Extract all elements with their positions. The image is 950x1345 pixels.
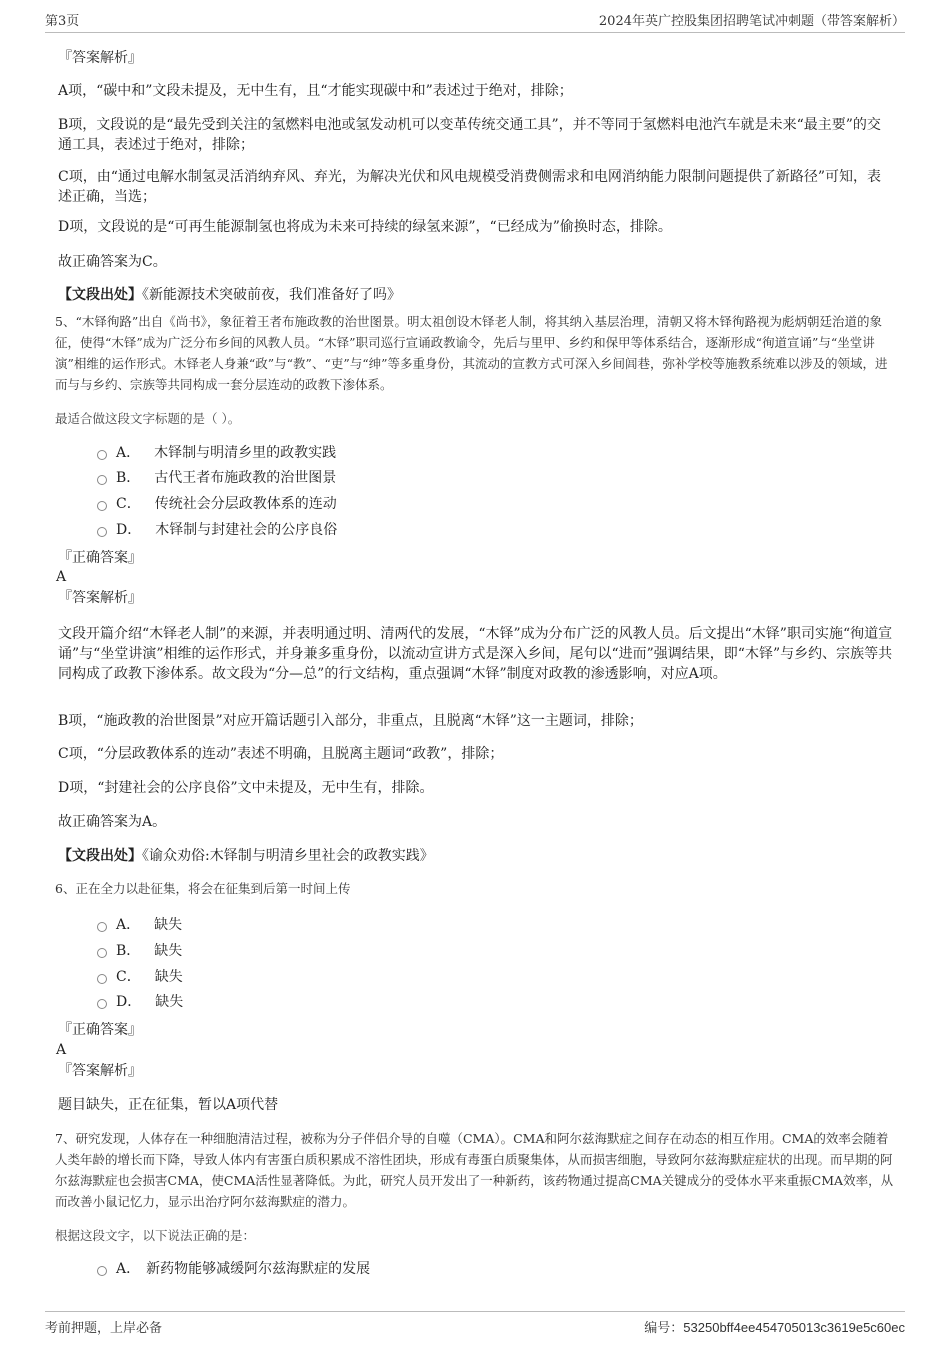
q5-option-d[interactable]: D． 木铎制与封建社会的公序良俗 — [97, 521, 337, 539]
page-header — [45, 10, 905, 33]
q5-analysis-main: 文段开篇介绍“木铎老人制”的来源，并表明通过明、清两代的发展，“木铎”成为分布广泛的风教人员。后文提出“木铎”职司实施“徇道宣诵”与“坐堂讲演”相维的运作形式，并身兼多重身份，以流动宣讲方式是深入乡间，尾句以“进而”强调结果，即“木铎”与乡约、宗族等共同构成了政教下渗体系。故文段为“分—总”的行文结构，重点强调“木铎”制度对政教的渗透影响，对应A项。 — [58, 626, 893, 682]
q5-correct-answer: A — [56, 569, 67, 585]
q6-correct-label: 『正确答案』 — [58, 1022, 142, 1038]
footer-slogan: 考前押题，上岸必备 — [45, 1321, 163, 1336]
radio-icon[interactable] — [97, 974, 107, 984]
q5-conclusion: 故正确答案为A。 — [58, 814, 167, 830]
q6-option-c[interactable]: C． 缺失 — [97, 968, 183, 986]
q6-option-b[interactable]: B． 缺失 — [97, 942, 182, 960]
q4-analysis-d: D项，文段说的是“可再生能源制氢也将成为未来可持续的绿氢来源”，“已经成为”偷换时态，排除。 — [58, 219, 672, 235]
q4-conclusion: 故正确答案为C。 — [58, 254, 167, 270]
radio-icon[interactable] — [97, 450, 107, 460]
radio-icon[interactable] — [97, 501, 107, 511]
q4-analysis-a: A项，“碳中和”文段未提及，无中生有，且“才能实现碳中和”表述过于绝对，排除； — [58, 83, 573, 99]
q6-analysis-label: 『答案解析』 — [58, 1063, 142, 1079]
q4-analysis-b: B项，文段说的是“最先受到关注的氢燃料电池或氢发动机可以变革传统交通工具”，并不等同于氢燃料电池汽车就是未来“最主要”的交通工具，表述过于绝对，排除； — [58, 117, 881, 153]
source-title: 《谕众劝俗:木铎制与明清乡里社会的政教实践》 — [142, 848, 434, 864]
q6-analysis: 题目缺失，正在征集，暂以A项代替 — [58, 1097, 279, 1113]
radio-icon[interactable] — [97, 922, 107, 932]
q4-analysis-label: 『答案解析』 — [58, 50, 142, 66]
document-code: 编号：53250bff4ee454705013c3619e5c60ec — [644, 1320, 905, 1336]
q5-prompt: 最适合做这段文字标题的是（ ）。 — [55, 411, 241, 426]
q5-option-b[interactable]: B． 古代王者布施政教的治世图景 — [97, 469, 336, 487]
source-title: 《新能源技术突破前夜，我们准备好了吗》 — [142, 287, 401, 303]
q5-analysis-label: 『答案解析』 — [58, 590, 142, 606]
q5-analysis-d: D项，“封建社会的公序良俗”文中未提及，无中生有，排除。 — [58, 780, 434, 796]
source-label: 【文段出处】 — [58, 287, 142, 303]
radio-icon[interactable] — [97, 999, 107, 1009]
q5-analysis-c: C项，“分层政教体系的连动”表述不明确，且脱离主题词“政教”，排除； — [58, 746, 504, 762]
q5-option-a[interactable]: A． 木铎制与明清乡里的政教实践 — [97, 444, 336, 462]
q5-question-text: 5、“木铎徇路”出自《尚书》，象征着王者布施政教的治世图景。明太祖创设木铎老人制，将其纳入基层治理，清朝又将木铎徇路视为彪炳朝廷治道的象征，使得“木铎”成为广泛分布乡间的风教人员。“木铎”职司巡行宣诵政教谕令，先后与里甲、乡约和保甲等体系结合，逐渐形成“徇道宣诵”与“坐堂讲演”相维的运作形式。木铎老人身兼“政”与“教”、“吏”与“绅”等多重身份，其流动的宣教方式可深入乡间闾巷，弥补学校等施教系统难以涉及的领域，进而与与乡约、宗族等共同构成一套分层连动的政教下渗体系。 — [55, 314, 888, 392]
q6-correct-answer: A — [56, 1042, 67, 1058]
source-label: 【文段出处】 — [58, 848, 142, 864]
q6-option-a[interactable]: A． 缺失 — [97, 916, 182, 934]
radio-icon[interactable] — [97, 1266, 107, 1276]
page-number: 第3页 — [45, 14, 80, 29]
q5-source — [58, 846, 894, 866]
document-title: 2024年英广控股集团招聘笔试冲刺题（带答案解析） — [598, 14, 905, 29]
page-footer — [45, 1311, 905, 1336]
q6-question-text: 6、正在全力以赴征集，将会在征集到后第一时间上传 — [55, 881, 351, 896]
q5-option-c[interactable]: C． 传统社会分层政教体系的连动 — [97, 495, 337, 513]
radio-icon[interactable] — [97, 475, 107, 485]
q4-analysis-c: C项，由“通过电解水制氢灵活消纳弃风、弃光，为解决光伏和风电规模受消费侧需求和电网消纳能力限制问题提供了新路径”可知，表述正确，当选； — [58, 169, 882, 205]
q6-option-d[interactable]: D． 缺失 — [97, 993, 183, 1011]
q7-question-text: 7、研究发现，人体存在一种细胞清洁过程，被称为分子伴侣介导的自噬（CMA）。CMA和阿尔兹海默症之间存在动态的相互作用。CMA的效率会随着人类年龄的增长而下降，导致人体内有害蛋白质积累成不溶性团块，形成有毒蛋白质聚集体，从而损害细胞，导致阿尔兹海默症症状的出现。而早期的阿尔兹海默症也会损害CMA，使CMA活性显著降低。为此，研究人员开发出了一种新药，该药物通过提高CMA关键成分的受体水平来重振CMA效率，从而改善小鼠记忆力，显示出治疗阿尔兹海默症的潜力。 — [55, 1131, 894, 1209]
q4-source — [58, 285, 894, 305]
q7-prompt: 根据这段文字，以下说法正确的是： — [55, 1228, 256, 1243]
q5-analysis-b: B项，“施政教的治世图景”对应开篇话题引入部分，非重点，且脱离“木铎”这一主题词，排除； — [58, 713, 643, 729]
q7-option-a[interactable]: A． 新药物能够减缓阿尔兹海默症的发展 — [97, 1260, 370, 1278]
radio-icon[interactable] — [97, 527, 107, 537]
q5-correct-label: 『正确答案』 — [58, 550, 142, 566]
radio-icon[interactable] — [97, 948, 107, 958]
